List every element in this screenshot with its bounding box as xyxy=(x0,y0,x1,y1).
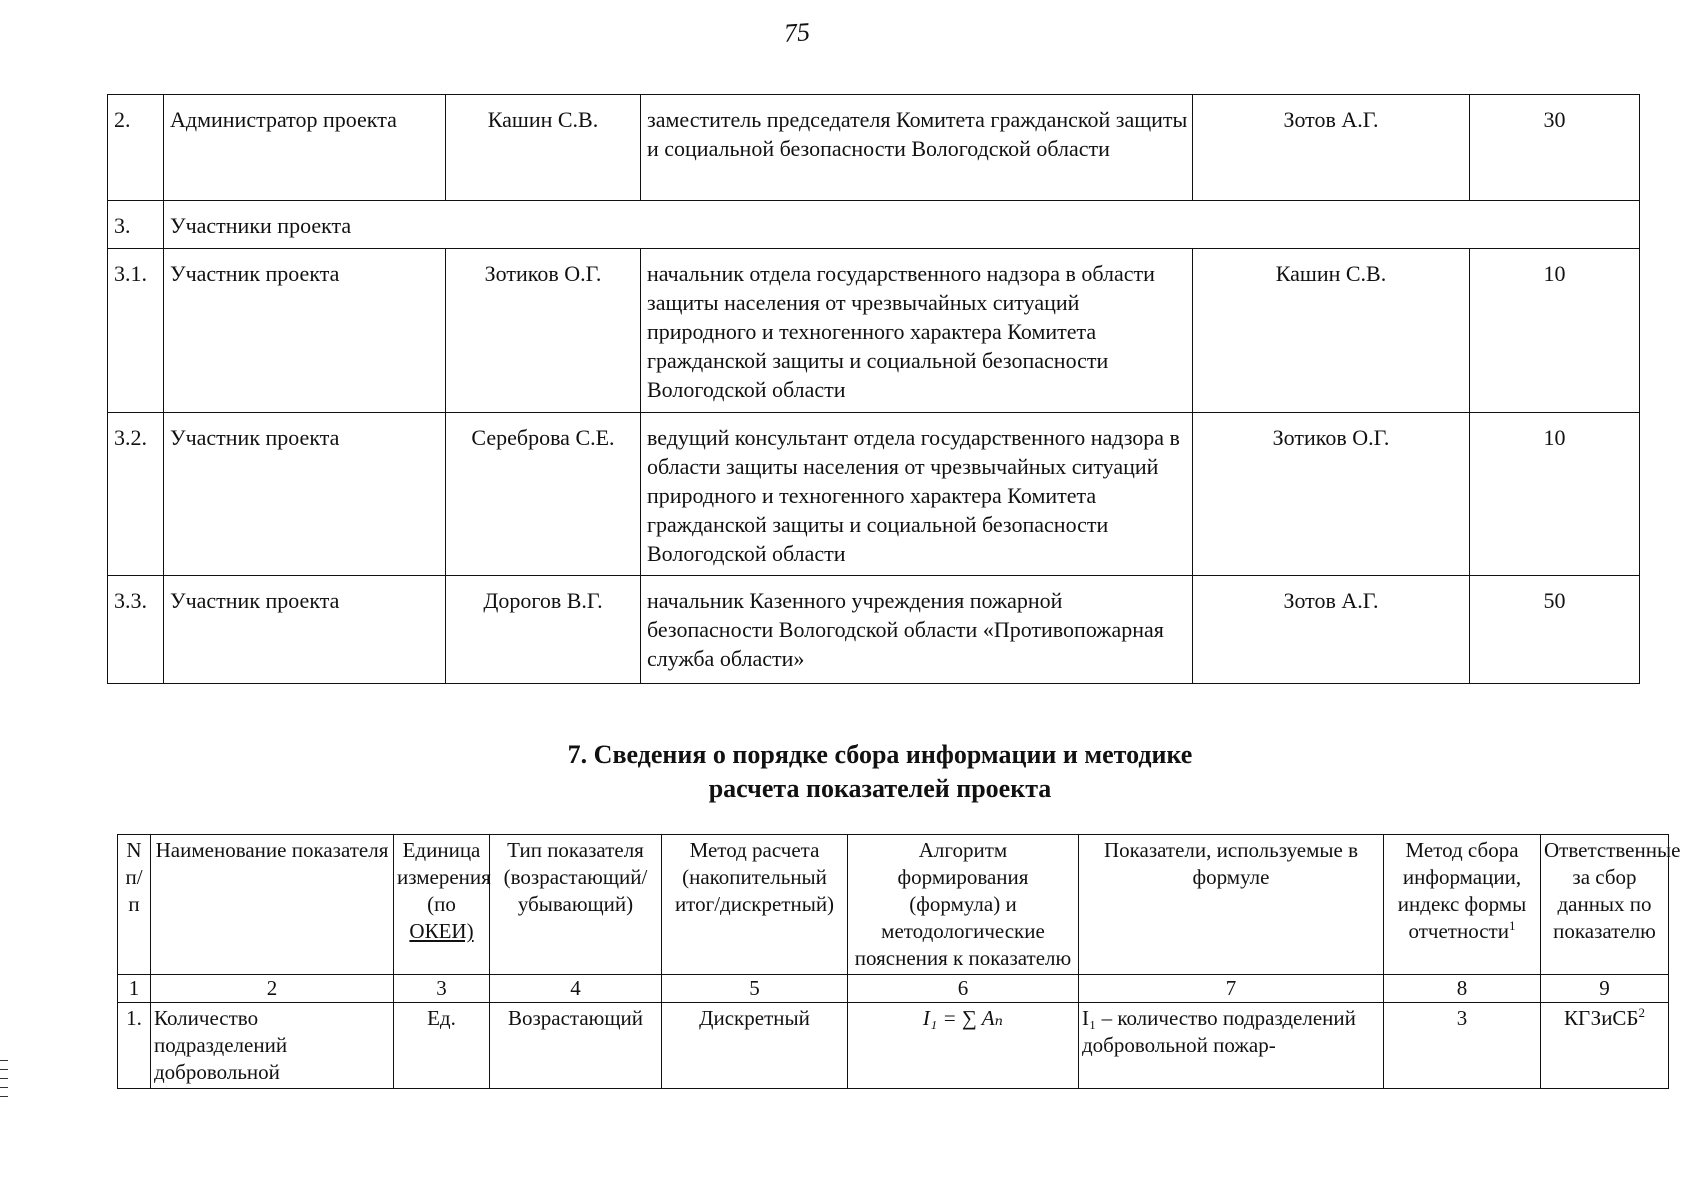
column-numbers-row xyxy=(118,975,1669,1003)
type-cell: Возрастающий xyxy=(490,1003,662,1089)
position-cell: начальник Казенного учреждения пожарной безопасности Вологодской области «Противопожарная служба области» xyxy=(641,576,1193,684)
header-calc-method: Метод расчета (накопительный итог/дискретный) xyxy=(662,835,848,975)
share-cell: 30 xyxy=(1470,95,1640,201)
participants-table xyxy=(107,94,1640,684)
formula-vars-cell: I₁ – количество подразделений добровольной пожар- xyxy=(1079,1003,1384,1089)
header-row xyxy=(118,835,1669,975)
row-number: 3. xyxy=(108,201,164,249)
header-unit: Единица измерения (по ОКЕИ) xyxy=(394,835,490,975)
person-name: Дорогов В.Г. xyxy=(446,576,641,684)
column-number: 3 xyxy=(394,975,490,1003)
header-collection-method: Метод сбора информации, индекс формы отчетности$^1$ xyxy=(1384,835,1541,975)
row-number: 3.1. xyxy=(108,249,164,413)
share-cell: 10 xyxy=(1470,413,1640,576)
section-title-line-2: расчета показателей проекта xyxy=(708,774,1052,803)
role-cell: Участник проекта xyxy=(164,249,446,413)
row-number: 3.3. xyxy=(108,576,164,684)
section-title xyxy=(340,738,1420,806)
header-formula-vars: Показатели, используемые в формуле xyxy=(1079,835,1384,975)
header-indicator-name: Наименование показателя xyxy=(151,835,394,975)
share-cell: 50 xyxy=(1470,576,1640,684)
section-row xyxy=(108,201,1640,249)
role-cell: Участник проекта xyxy=(164,576,446,684)
column-number: 2 xyxy=(151,975,394,1003)
role-cell: Участник проекта xyxy=(164,413,446,576)
position-cell: ведущий консультант отдела государственного надзора в области защиты населения от чрезвычайных ситуаций природного и техногенного характера Комитета гражданской защиты и социальной безопасности Вологодской области xyxy=(641,413,1193,576)
table-row xyxy=(108,413,1640,576)
collection-cell: 3 xyxy=(1384,1003,1541,1089)
row-number: 1. xyxy=(118,1003,151,1089)
supervisor-cell: Зотиков О.Г. xyxy=(1193,413,1470,576)
position-cell: начальник отдела государственного надзора в области защиты населения от чрезвычайных ситуаций природного и техногенного характера Комитета гражданской защиты и социальной безопасности Вологодской области xyxy=(641,249,1193,413)
column-number: 1 xyxy=(118,975,151,1003)
header-responsible: Ответственные за сбор данных по показателю xyxy=(1541,835,1669,975)
table-row xyxy=(108,576,1640,684)
person-name: Зотиков О.Г. xyxy=(446,249,641,413)
table-row xyxy=(108,249,1640,413)
section-label: Участники проекта xyxy=(164,201,1640,249)
column-number: 4 xyxy=(490,975,662,1003)
section-title-line-1: 7. Сведения о порядке сбора информации и методике xyxy=(567,740,1193,769)
responsible-cell: КГЗиСБ$^2$ xyxy=(1541,1003,1669,1089)
table-row xyxy=(118,1003,1669,1089)
supervisor-cell: Кашин С.В. xyxy=(1193,249,1470,413)
share-cell: 10 xyxy=(1470,249,1640,413)
supervisor-cell: Зотов А.Г. xyxy=(1193,95,1470,201)
column-number: 7 xyxy=(1079,975,1384,1003)
header-type: Тип показателя (возрастающий/убывающий) xyxy=(490,835,662,975)
indicators-table xyxy=(117,834,1681,1089)
row-number: 2. xyxy=(108,95,164,201)
person-name: Кашин С.В. xyxy=(446,95,641,201)
indicator-name: Количество подразделений добровольной xyxy=(151,1003,394,1089)
row-number: 3.2. xyxy=(108,413,164,576)
column-number: 5 xyxy=(662,975,848,1003)
person-name: Сереброва С.Е. xyxy=(446,413,641,576)
scan-margin-marks xyxy=(0,1060,8,1105)
method-cell: Дискретный xyxy=(662,1003,848,1089)
column-number: 6 xyxy=(848,975,1079,1003)
footnote-mark: 2 xyxy=(1638,1005,1645,1020)
table-row xyxy=(108,95,1640,201)
formula-cell: I₁ = ∑ Aₙ xyxy=(848,1003,1079,1089)
page-number: 75 xyxy=(782,17,811,48)
supervisor-cell: Зотов А.Г. xyxy=(1193,576,1470,684)
footnote-mark: 1 xyxy=(1508,918,1516,933)
okei-link: ОКЕИ) xyxy=(409,919,474,943)
unit-cell: Ед. xyxy=(394,1003,490,1089)
position-cell: заместитель председателя Комитета гражданской защиты и социальной безопасности Вологодской области xyxy=(641,95,1193,201)
header-number: N п/п xyxy=(118,835,151,975)
header-algorithm: Алгоритм формирования (формула) и методологические пояснения к показателю xyxy=(848,835,1079,975)
role-cell: Администратор проекта xyxy=(164,95,446,201)
column-number: 8 xyxy=(1384,975,1541,1003)
column-number: 9 xyxy=(1541,975,1669,1003)
